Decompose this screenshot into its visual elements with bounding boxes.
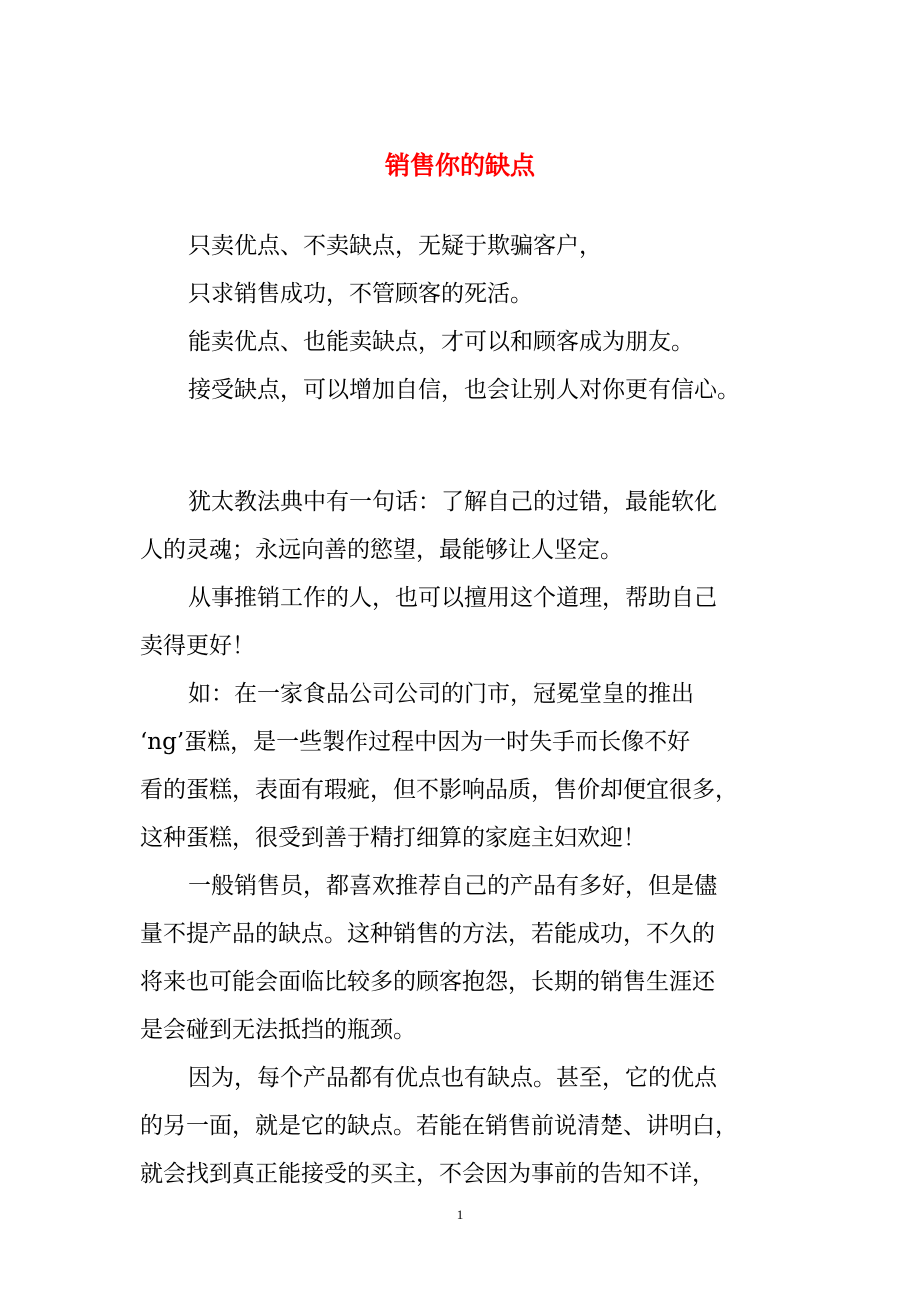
poem-line: 能卖优点、也能卖缺点，才可以和顾客成为朋友。 xyxy=(188,329,694,355)
paragraph-line: 从事推销工作的人，也可以擅用这个道理，帮助自己 xyxy=(188,585,717,611)
paragraph xyxy=(140,670,780,862)
paragraph xyxy=(140,478,780,574)
document-title: 销售你的缺点 xyxy=(384,151,535,180)
paragraph-line: 这种蛋糕，很受到善于精打细算的家庭主妇欢迎！ xyxy=(140,825,646,851)
paragraph-line: ‘ng’蛋糕，是一些製作过程中因为一时失手而长像不好 xyxy=(140,729,691,755)
paragraph-line: 就会找到真正能接受的买主，不会因为事前的告知不详， xyxy=(140,1161,715,1187)
paragraph-line: 卖得更好！ xyxy=(140,633,255,659)
paragraph xyxy=(140,1054,780,1198)
paragraph-line: 一般销售员，都喜欢推荐自己的产品有多好，但是儘 xyxy=(188,873,717,899)
poem-line: 只求销售成功，不管顾客的死活。 xyxy=(188,281,533,307)
paragraph-line: 如：在一家食品公司公司的门市，冠冕堂皇的推出 xyxy=(188,681,694,707)
paragraph-line: 因为，每个产品都有优点也有缺点。甚至，它的优点 xyxy=(188,1065,717,1091)
paragraph xyxy=(140,574,780,670)
document-body xyxy=(140,222,780,1198)
paragraph-line: 犹太教法典中有一句话：了解自己的过错，最能软化 xyxy=(188,489,717,515)
paragraph-line: 将来也可能会面临比较多的顾客抱怨，长期的销售生涯还 xyxy=(140,969,715,995)
paragraph-line: 的另一面，就是它的缺点。若能在销售前说清楚、讲明白， xyxy=(140,1113,738,1139)
poem-line: 接受缺点，可以增加自信，也会让别人对你更有信心。 xyxy=(188,377,740,403)
section-spacer xyxy=(140,414,780,478)
paragraph-line: 人的灵魂；永远向善的慾望，最能够让人坚定。 xyxy=(140,537,623,563)
paragraph xyxy=(140,862,780,1054)
poem-block xyxy=(140,222,780,414)
page-number: 1 xyxy=(456,1207,464,1222)
poem-line: 只卖优点、不卖缺点，无疑于欺骗客户， xyxy=(188,233,602,259)
paragraph-line: 是会碰到无法抵挡的瓶颈。 xyxy=(140,1017,416,1043)
paragraph-line: 看的蛋糕，表面有瑕疵，但不影响品质，售价却便宜很多， xyxy=(140,777,738,803)
paragraph-line: 量不提产品的缺点。这种销售的方法，若能成功，不久的 xyxy=(140,921,715,947)
